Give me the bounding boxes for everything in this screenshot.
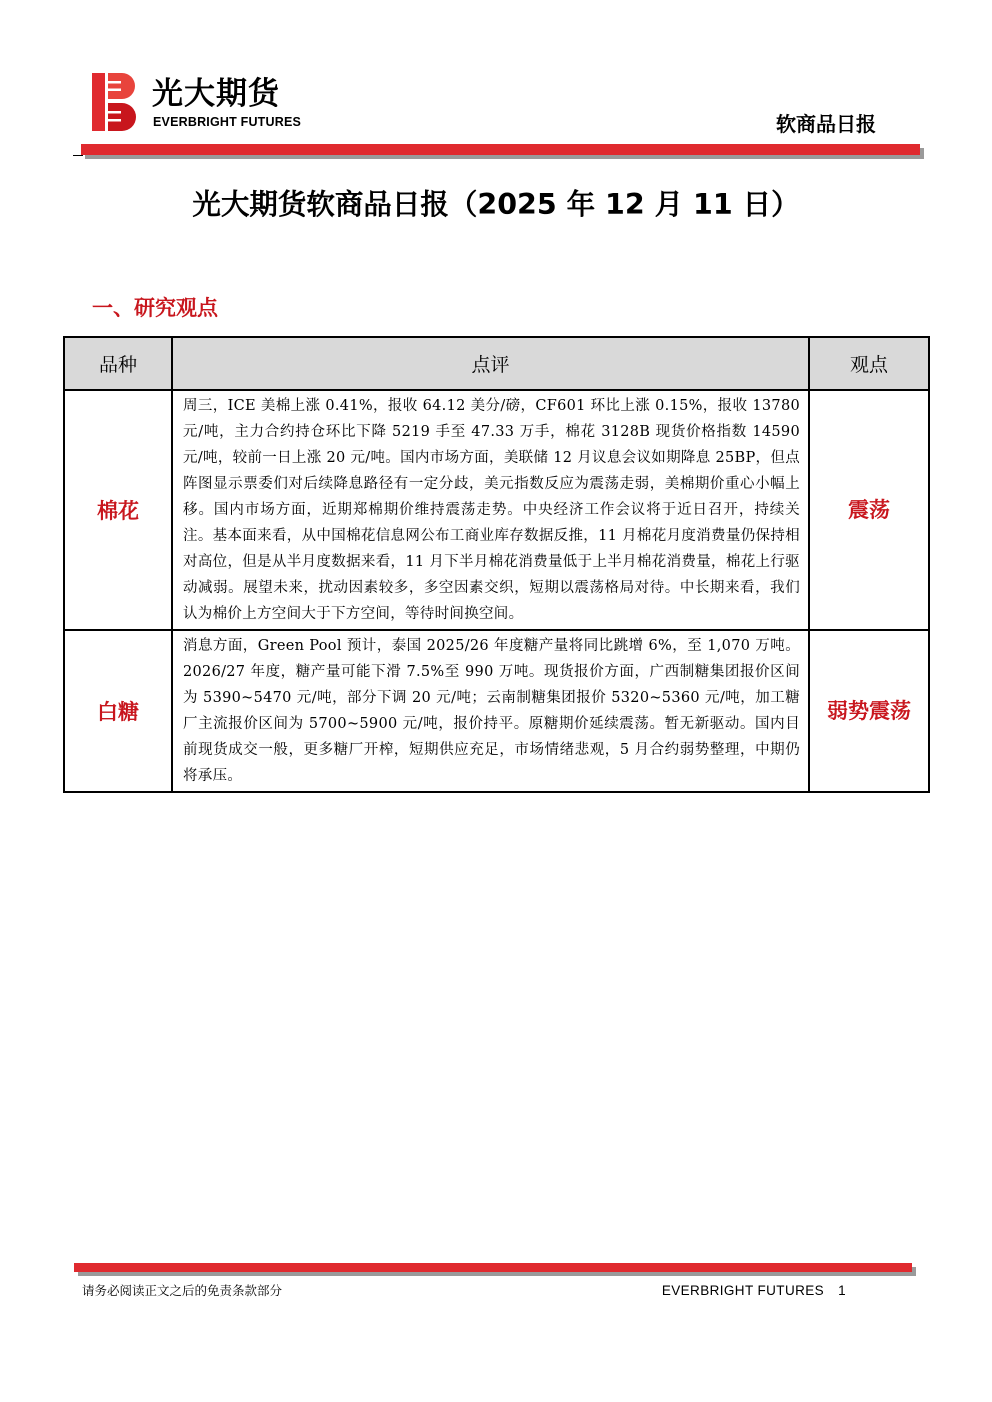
footer-brand: EVERBRIGHT FUTURES <box>661 1283 825 1298</box>
commentary-cell: 消息方面，Green Pool 预计，泰国 2025/26 年度糖产量将同比跳增 6%，至 1,070 万吨。2026/27 年度，糖产量可能下滑 7.5%至 990 万吨。现货报价方面，广西制糖集团报价区间为 5390~5470 元/吨，部分下调 20 元/吨；云南制糖集团报价 5320~5360 元/吨，加工糖厂主流报价区间为 5700~5900 元/吨，报价持平。原糖期价延续震荡。暂无新驱动。国内目前现货成交一般，更多糖厂开榨，短期供应充足，市场情绪悲观，5 月合约弱势整理，中期仍将承压。 <box>172 630 809 792</box>
header-tick-mark <box>73 155 83 156</box>
footer-brand-page <box>662 1282 846 1300</box>
report-type: 软商品日报 <box>776 112 876 136</box>
category-cell: 棉花 <box>64 390 172 630</box>
footer-rule <box>74 1263 912 1272</box>
table-header-row <box>64 337 929 390</box>
table-row-sugar <box>64 630 929 792</box>
footer-disclaimer: 请务必阅读正文之后的免责条款部分 <box>82 1283 283 1298</box>
header-category: 品种 <box>64 337 172 390</box>
research-views-table <box>63 336 930 793</box>
brand-name-en: EVERBRIGHT FUTURES <box>153 115 302 129</box>
header-commentary: 点评 <box>172 337 809 390</box>
commentary-cell: 周三，ICE 美棉上涨 0.41%，报收 64.12 美分/磅，CF601 环比上涨 0.15%，报收 13780 元/吨，主力合约持仓环比下降 5219 手至 47.33 万手，棉花 3128B 现货价格指数 14590 元/吨，较前一日上涨 20 元/吨。国内市场方面，美联储 12 月议息会议如期降息 25BP，但点阵图显示票委们对后续降息路径有一定分歧，美元指数反应为震荡走弱，美棉期价重心小幅上移。国内市场方面，近期郑棉期价维持震荡走势。中央经济工作会议将于近日召开，持续关注。基本面来看，从中国棉花信息网公布工商业库存数据反推，11 月棉花月度消费量仍保持相对高位，但是从半月度数据来看，11 月下半月棉花消费量低于上半月棉花消费量，棉花上行驱动减弱。展望未来，扰动因素较多，多空因素交织，短期以震荡格局对待。中长期来看，我们认为棉价上方空间大于下方空间，等待时间换空间。 <box>172 390 809 630</box>
brand-name-cn: 光大期货 <box>152 76 280 112</box>
view-cell: 弱势震荡 <box>809 630 929 792</box>
header-rule <box>81 144 920 155</box>
page-number: 1 <box>838 1283 846 1298</box>
category-cell: 白糖 <box>64 630 172 792</box>
everbright-logo-icon <box>92 73 136 131</box>
section-title: 一、研究观点 <box>92 296 218 320</box>
table-row-cotton <box>64 390 929 630</box>
view-cell: 震荡 <box>809 390 929 630</box>
page-title: 光大期货软商品日报（2025 年 12 月 11 日） <box>192 188 800 221</box>
header-view: 观点 <box>809 337 929 390</box>
